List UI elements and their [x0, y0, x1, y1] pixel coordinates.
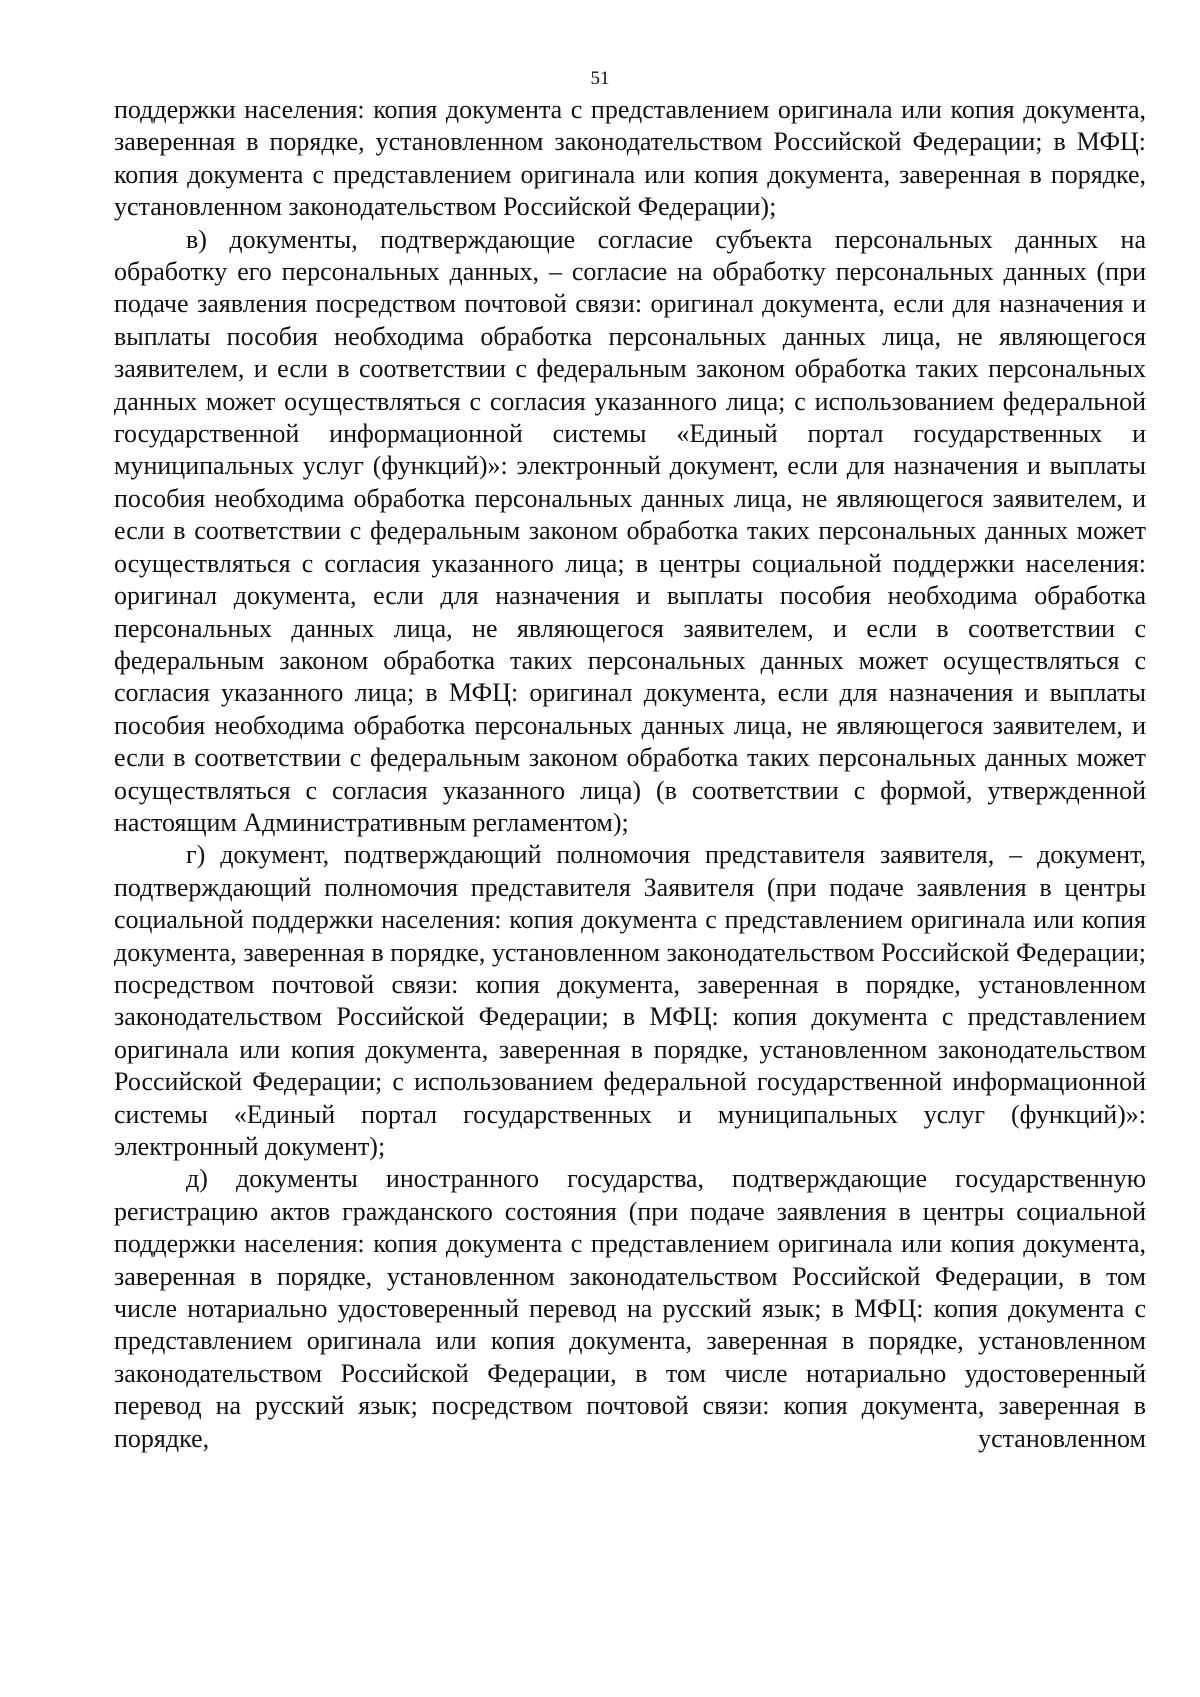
- paragraph-item-g: г) документ, подтверждающий полномочия представителя заявителя, – документ, подтверждающий полномочия представителя Заявителя (при подаче заявления в центры социальной поддержки населения: копия документа с представлением оригинала или копия документа, заверенная в порядке, установленном законодательством Российской Федерации; посредством почтовой связи: копия документа, заверенная в порядке, установленном законодательством Российской Федерации; в МФЦ: копия документа с представлением оригинала или копия документа, заверенная в порядке, установленном законодательством Российской Федерации; с использованием федеральной государственной информационной системы «Единый портал государственных и муниципальных услуг (функций)»: электронный документ);: [114, 840, 1146, 1161]
- paragraph-item-v: в) документы, подтверждающие согласие субъекта персональных данных на обработку его персональных данных, – согласие на обработку персональных данных (при подаче заявления посредством почтовой связи: оригинал документа, если для назначения и выплаты пособия необходима обработка персональных данных лица, не являющегося заявителем, и если в соответствии с федеральным законом обработка таких персональных данных может осуществляться с согласия указанного лица; с использованием федеральной государственной информационной системы «Единый портал государственных и муниципальных услуг (функций)»: электронный документ, если для назначения и выплаты пособия необходима обработка персональных данных лица, не являющегося заявителем, и если в соответствии с федеральным законом обработка таких персональных данных может осуществляться с согласия указанного лица; в центры социальной поддержки населения: оригинал документа, если для назначения и выплаты пособия необходима обработка персональных данных лица, не являющегося заявителем, и если в соответствии с федеральным законом обработка таких персональных данных может осуществляться с согласия указанного лица; в МФЦ: оригинал документа, если для назначения и выплаты пособия необходима обработка персональных данных лица, не являющегося заявителем, и если в соответствии с федеральным законом обработка таких персональных данных может осуществляться с согласия указанного лица) (в соответствии с формой, утвержденной настоящим Административным регламентом);: [114, 224, 1146, 837]
- document-body: [114, 94, 1146, 1455]
- paragraph-item-d: д) документы иностранного государства, подтверждающие государственную регистрацию актов гражданского состояния (при подаче заявления в центры социальной поддержки населения: копия документа с представлением оригинала или копия документа, заверенная в порядке, установленном законодательством Российской Федерации, в том числе нотариально удостоверенный перевод на русский язык; в МФЦ: копия документа с представлением оригинала или копия документа, заверенная в порядке, установленном законодательством Российской Федерации, в том числе нотариально удостоверенный перевод на русский язык; посредством почтовой связи: копия документа, заверенная в порядке, установленном: [114, 1164, 1146, 1453]
- page-number: 51: [590, 68, 610, 89]
- paragraph-continuation: поддержки населения: копия документа с представлением оригинала или копия документа, заверенная в порядке, установленном законодательством Российской Федерации; в МФЦ: копия документа с представлением оригинала или копия документа, заверенная в порядке, установленном законодательством Российской Федерации);: [114, 95, 1146, 222]
